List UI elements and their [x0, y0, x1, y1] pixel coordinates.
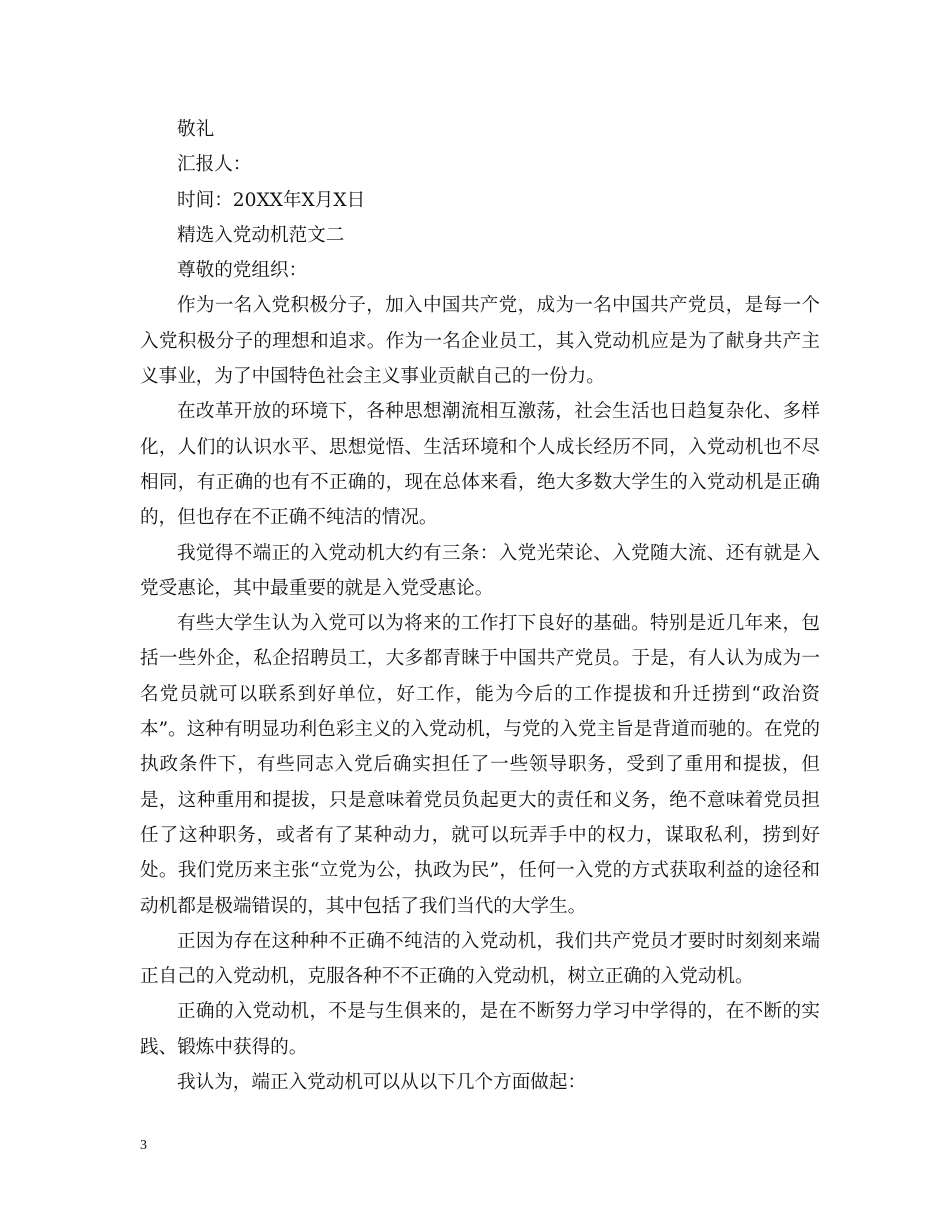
body-paragraph: 作为一名入党积极分子，加入中国共产党，成为一名中国共产党员，是每一个入党积极分子的理想和追求。作为一名企业员工，其入党动机应是为了献身共产主义事业，为了中国特色社会主义事业贡献自己的一份力。	[140, 295, 820, 388]
body-paragraph: 正因为存在这种种不正确不纯洁的入党动机，我们共产党员才要时时刻刻来端正自己的入党动机，克服各种不不正确的入党动机，树立正确的入党动机。	[140, 930, 820, 988]
body-paragraph: 我觉得不端正的入党动机大约有三条：入党光荣论、入党随大流、还有就是入党受惠论，其中最重要的就是入党受惠论。	[140, 542, 820, 599]
body-paragraph: 我认为，端正入党动机可以从以下几个方面做起：	[177, 1072, 587, 1094]
body-paragraph: 在改革开放的环境下，各种思想潮流相互激荡，社会生活也日趋复杂化、多样化，人们的认识水平、思想觉悟、生活环境和个人成长经历不同，入党动机也不尽相同，有正确的也有不正确的，现在总体来看，绝大多数大学生的入党动机是正确的，但也存在不正确不纯洁的情况。	[140, 401, 820, 529]
reporter-line: 汇报人：	[177, 154, 252, 176]
page-number: 3	[140, 1138, 147, 1153]
closing-salutation: 敬礼	[177, 119, 215, 140]
date-line: 时间：20XX年X月X日	[177, 189, 366, 211]
section-title: 精选入党动机范文二	[177, 224, 345, 246]
document-body	[140, 112, 820, 1100]
body-paragraph: 有些大学生认为入党可以为将来的工作打下良好的基础。特别是近几年来，包括一些外企，私企招聘员工，大多都青睐于中国共产党员。于是，有人认为成为一名党员就可以联系到好单位，好工作，能为今后的工作提拔和升迁捞到“政治资本”。这种有明显功利色彩主义的入党动机，与党的入党主旨是背道而驰的。在党的执政条件下，有些同志入党后确实担任了一些领导职务，受到了重用和提拔，但是，这种重用和提拔，只是意味着党员负起更大的责任和义务，绝不意味着党员担任了这种职务，或者有了某种动力，就可以玩弄手中的权力，谋取私利，捞到好处。我们党历来主张“立党为公，执政为民”，任何一入党的方式获取利益的途径和动机都是极端错误的，其中包括了我们当代的大学生。	[140, 613, 820, 917]
body-paragraph: 正确的入党动机，不是与生俱来的，是在不断努力学习中学得的，在不断的实践、锻炼中获得的。	[140, 1001, 820, 1058]
greeting: 尊敬的党组织：	[177, 260, 308, 282]
